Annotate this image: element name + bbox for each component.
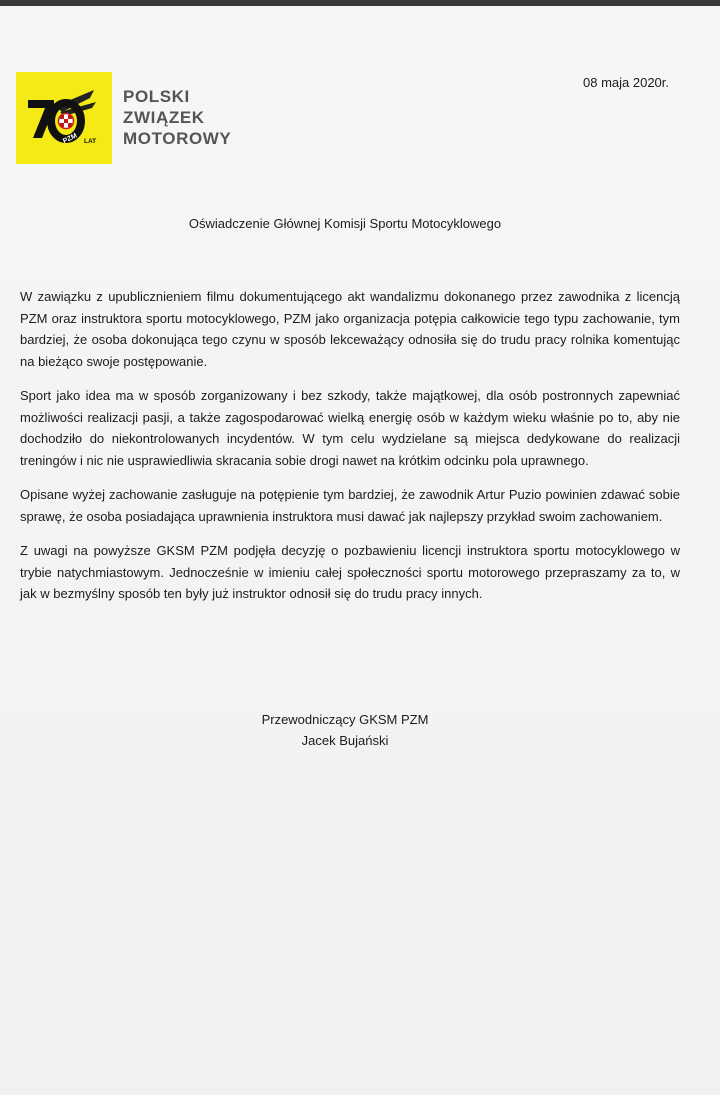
signature-block bbox=[0, 709, 690, 751]
paragraph: Sport jako idea ma w sposób zorganizowany i bez szkody, także majątkowej, dla osób postronnych zapewniać możliwości realizacji pasji, a także zagospodarować wielką energię osób w każdym wieku właśnie po to, aby nie dochodziło do niekontrolowanych incydentów. W tym celu wydzielane są miejsca dedykowane do realizacji treningów i nic nie usprawiedliwia skracania sobie drogi nawet na krótkim odcinku pola uprawnego. bbox=[20, 388, 680, 468]
organization-name bbox=[123, 86, 231, 149]
svg-text:PZM: PZM bbox=[61, 132, 79, 146]
document-body bbox=[20, 286, 680, 618]
paragraph: Opisane wyżej zachowanie zasługuje na potępienie tym bardziej, że zawodnik Artur Puzio powinien zdawać sobie sprawę, że osoba posiadająca uprawnienia instruktora musi dawać jak najlepszy przykład swoim zachowaniem. bbox=[20, 487, 680, 524]
paragraph: W zawiązku z upublicznieniem filmu dokumentującego akt wandalizmu dokonanego przez zawodnika z licencją PZM oraz instruktora sportu motocyklowego, PZM jako organizacja potępia całkowicie tego typu zachowanie, tym bardziej, że osoba dokonująca tego czynu w sposób lekceważący odnosiła się do trudu pracy rolnika komentując na bieżąco swoje postępowanie. bbox=[20, 289, 680, 369]
pzm-logo bbox=[16, 72, 112, 164]
signature-name: Jacek Bujański bbox=[301, 733, 389, 748]
paragraph: Z uwagi na powyższe GKSM PZM podjęła decyzję o pozbawieniu licencji instruktora sportu motocyklowego w trybie natychmiastowym. Jednocześnie w imieniu całej społeczności sportu motorowego przepraszamy za to, w jak w bezmyślny sposób ten były już instruktor odnosił się do trudu pracy innych. bbox=[20, 543, 680, 601]
signature-role: Przewodniczący GKSM PZM bbox=[261, 712, 429, 727]
svg-text:LAT: LAT bbox=[84, 138, 97, 145]
document-date: 08 maja 2020r. bbox=[583, 75, 670, 90]
org-name-line-3: MOTOROWY bbox=[123, 129, 232, 148]
pzm-70-lat-logo-icon bbox=[16, 72, 112, 164]
document-title: Oświadczenie Głównej Komisji Sportu Motocyklowego bbox=[188, 216, 502, 231]
org-name-line-1: POLSKI bbox=[123, 87, 190, 106]
org-name-line-2: ZWIĄZEK bbox=[123, 108, 205, 127]
